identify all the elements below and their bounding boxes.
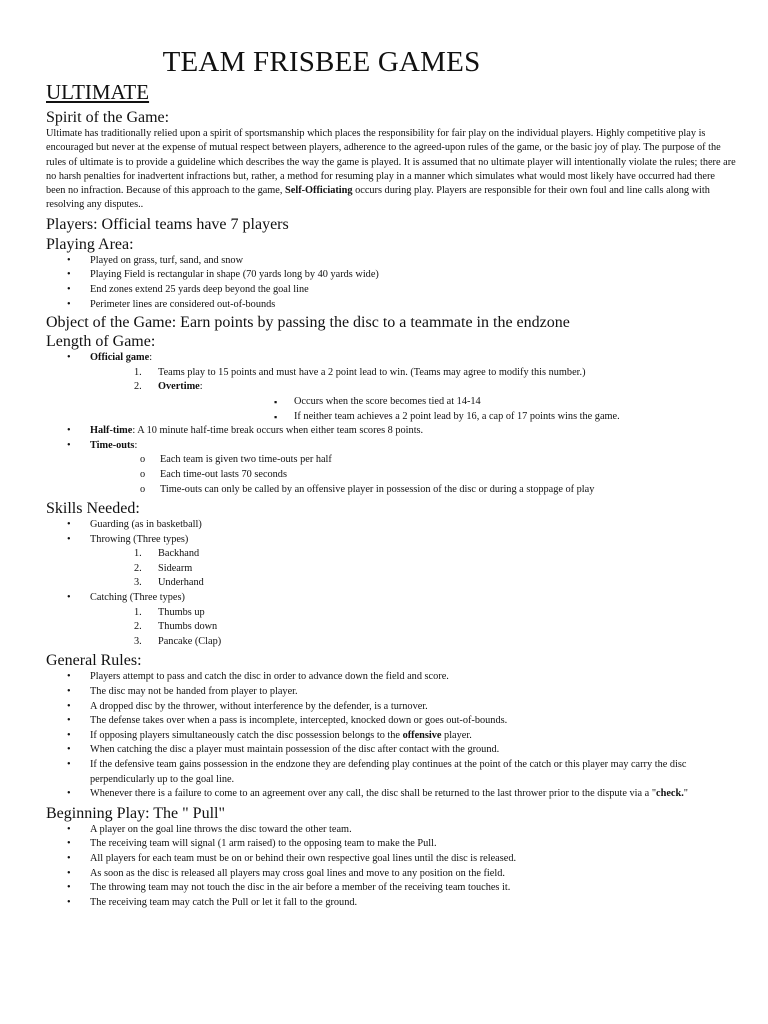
list-item: • A player on the goal line throws the disc toward the other team.: [46, 823, 736, 838]
list-item: • Guarding (as in basketball): [46, 518, 736, 533]
length-heading: Length of Game:: [46, 333, 156, 351]
catching-list: [90, 606, 736, 650]
list-item: • The receiving team may catch the Pull or let it fall to the ground.: [46, 896, 736, 911]
list-item: 3. Pancake (Clap): [134, 635, 222, 647]
list-item: • Perimeter lines are considered out-of-bounds: [46, 298, 736, 313]
list-item: • Players attempt to pass and catch the disc in order to advance down the field and score.: [46, 670, 736, 685]
list-item: • All players for each team must be on or behind their own respective goal lines until the disc is released.: [46, 852, 736, 867]
overtime-list: [182, 395, 736, 424]
players-heading: Players: Official teams have 7 players: [46, 215, 289, 233]
list-item: • End zones extend 25 yards deep beyond the goal line: [46, 283, 736, 298]
list-item-time-outs: • Time-outs: o Each team is given two time-outs per half o Each time-out lasts 70 seconds o Time-outs can only be called by an offensive player in possession of the disc or during a stoppage of play: [46, 439, 736, 497]
list-item-official-game: • Official game: 1. Teams play to 15 points and must have a 2 point lead to win. (Teams may agree to modify this number.) 2. Overtime: ▪ Occurs when the score becomes tied at 14-14 ▪ If neither team achieves a 2 point lead by 16, a cap of 17 points wins the game.: [46, 351, 736, 424]
object-heading: Object of the Game: Earn points by passing the disc to a teammate in the endzone: [46, 314, 570, 332]
spirit-paragraph: Ultimate has traditionally relied upon a spirit of sportsmanship which places the responsibility for fair play on the individual players. Highly competitive play is encouraged but never at the expense of mutual respect between players, adherence to the agreed-upon rules of the game, or the basic joy of play. The purpose of the rules of ultimate is to provide a guideline which describes the way the game is played. It is assumed that no ultimate player will intentionally violate the rules; there are no harsh penalties for inadvertent infractions but, rather, a method for resuming play in a manner which simulates what would most likely have occurred had there been no infraction. Because of this approach to the game, Self-Officiating occurs during play. Players are responsible for their own foul and line calls along with resolving any disputes..: [46, 128, 736, 211]
skills-list: [46, 518, 736, 649]
list-item: • Played on grass, turf, sand, and snow: [46, 254, 736, 269]
list-item: 2. Overtime: ▪ Occurs when the score becomes tied at 14-14 ▪ If neither team achieves a 2 point lead by 16, a cap of 17 points wins the game.: [134, 380, 736, 424]
list-item: 1. Thumbs up: [134, 606, 205, 618]
official-game-list: [90, 366, 736, 424]
list-item: • A dropped disc by the thrower, without interference by the defender, is a turnover.: [46, 700, 736, 715]
self-officiating-term: Self-Officiating: [285, 185, 353, 197]
list-item: 2. Thumbs down: [134, 621, 218, 633]
list-item: ▪ Occurs when the score becomes tied at 14-14: [274, 395, 736, 410]
skills-heading: Skills Needed:: [46, 500, 140, 518]
spirit-heading: Spirit of the Game:: [46, 109, 170, 126]
throwing-list: [90, 547, 736, 591]
list-item: o Each time-out lasts 70 seconds: [140, 468, 736, 483]
list-item-throwing: • Throwing (Three types) 1. Backhand 2. Sidearm 3. Underhand: [46, 533, 736, 591]
list-item: • The throwing team may not touch the disc in the air before a member of the receiving team touches it.: [46, 881, 736, 896]
list-item: 1. Backhand: [134, 548, 200, 560]
pull-list: [46, 823, 736, 911]
list-item-catching: • Catching (Three types) 1. Thumbs up 2. Thumbs down 3. Pancake (Clap): [46, 591, 736, 649]
length-list: [46, 351, 736, 497]
list-item: • As soon as the disc is released all players may cross goal lines and move to any position on the field.: [46, 867, 736, 882]
list-item: 3. Underhand: [134, 577, 204, 589]
page-title: TEAM FRISBEE GAMES: [162, 46, 481, 78]
beginning-play-heading: Beginning Play: The " Pull": [46, 804, 225, 822]
list-item: • If the defensive team gains possession in the endzone they are defending play continues at the point of the catch or this player may carry the disc perpendicularly up to the goal line.: [46, 758, 736, 787]
general-rules-heading: General Rules:: [46, 652, 142, 670]
list-item: 1. Teams play to 15 points and must have a 2 point lead to win. (Teams may agree to modify this number.): [134, 366, 586, 378]
time-outs-list: [90, 453, 736, 497]
list-item: • If opposing players simultaneously catch the disc possession belongs to the offensive player.: [46, 729, 736, 744]
list-item: 2. Sidearm: [134, 562, 193, 574]
document-content: [46, 106, 736, 910]
list-item: • The defense takes over when a pass is incomplete, intercepted, knocked down or goes out-of-bounds.: [46, 714, 736, 729]
list-item: o Time-outs can only be called by an offensive player in possession of the disc or during a stoppage of play: [140, 483, 736, 498]
list-item: • When catching the disc a player must maintain possession of the disc after contact with the ground.: [46, 743, 736, 758]
list-item: • Playing Field is rectangular in shape (70 yards long by 40 yards wide): [46, 268, 736, 283]
list-item: ▪ If neither team achieves a 2 point lead by 16, a cap of 17 points wins the game.: [274, 410, 736, 425]
list-item: • The receiving team will signal (1 arm raised) to the opposing team to make the Pull.: [46, 837, 736, 852]
list-item: • Whenever there is a failure to come to an agreement over any call, the disc shall be returned to the last thrower prior to the dispute via a "check.": [46, 787, 736, 802]
general-rules-list: [46, 670, 736, 801]
ultimate-heading: ULTIMATE: [46, 80, 150, 104]
list-item: • The disc may not be handed from player to player.: [46, 685, 736, 700]
playing-area-list: [46, 254, 736, 312]
playing-area-heading: Playing Area:: [46, 235, 134, 253]
list-item-half-time: • Half-time: A 10 minute half-time break occurs when either team scores 8 points.: [46, 424, 736, 439]
list-item: o Each team is given two time-outs per half: [140, 453, 736, 468]
